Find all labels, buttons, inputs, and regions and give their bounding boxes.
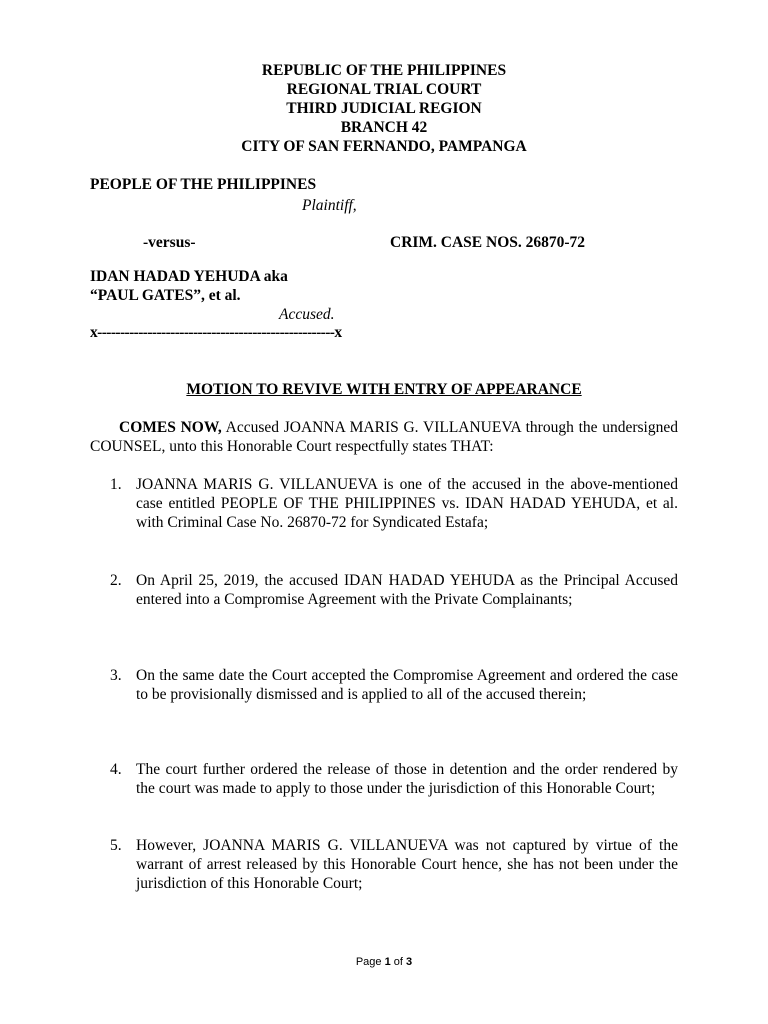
- header-city: CITY OF SAN FERNANDO, PAMPANGA: [241, 138, 527, 155]
- item-text: JOANNA MARIS G. VILLANUEVA is one of the accused in the above-mentioned case entitled PEOPLE OF THE PHILIPPINES vs. IDAN HADAD YEHUDA, et al. with Criminal Case No. 26870-72 for Syndicated Estafa;: [136, 476, 678, 531]
- item-text: The court further ordered the release of those in detention and the order rendered by the court was made to apply to those under the jurisdiction of this Honorable Court;: [136, 761, 678, 797]
- page-footer: [0, 956, 768, 968]
- plaintiff-role: Plaintiff,: [302, 197, 357, 214]
- item-number: 1.: [110, 476, 122, 493]
- footer-of-word: of: [393, 956, 403, 968]
- list-item: [110, 760, 678, 798]
- header-branch: BRANCH 42: [340, 119, 428, 136]
- document-title: MOTION TO REVIVE WITH ENTRY OF APPEARANCE: [186, 381, 582, 398]
- list-item: [110, 475, 678, 532]
- plaintiff-name: PEOPLE OF THE PHILIPPINES: [90, 176, 317, 193]
- item-number: 2.: [110, 572, 122, 589]
- footer-total-pages: 3: [406, 956, 413, 968]
- list-item: [110, 571, 678, 609]
- accused-name-line2: “PAUL GATES”, et al.: [90, 287, 241, 304]
- header-republic: REPUBLIC OF THE PHILIPPINES: [261, 62, 507, 79]
- accused-name-line1: IDAN HADAD YEHUDA aka: [90, 268, 288, 285]
- intro-text: Accused JOANNA MARIS G. VILLANUEVA through the undersigned COUNSEL, unto this Honorable Court respectfully states THAT:: [90, 419, 678, 455]
- list-item: [110, 836, 678, 893]
- header-court: REGIONAL TRIAL COURT: [286, 81, 482, 98]
- item-number: 3.: [110, 667, 122, 684]
- item-number: 4.: [110, 761, 122, 778]
- item-number: 5.: [110, 837, 122, 854]
- list-item: [110, 666, 678, 704]
- accused-role: Accused.: [279, 306, 335, 323]
- item-text: On the same date the Court accepted the Compromise Agreement and ordered the case to be provisionally dismissed and is applied to all of the accused therein;: [136, 667, 678, 703]
- item-text: On April 25, 2019, the accused IDAN HADAD YEHUDA as the Principal Accused entered into a Compromise Agreement with the Private Complainants;: [136, 572, 678, 608]
- caption-separator: x----------------------------------------------------x: [90, 324, 342, 341]
- case-number: CRIM. CASE NOS. 26870-72: [390, 234, 586, 251]
- intro-lead: COMES NOW,: [119, 419, 222, 436]
- header-region: THIRD JUDICIAL REGION: [286, 100, 482, 117]
- footer-page-word: Page: [355, 956, 382, 968]
- footer-current-page: 1: [384, 956, 391, 968]
- item-text: However, JOANNA MARIS G. VILLANUEVA was not captured by virtue of the warrant of arrest released by this Honorable Court hence, she has not been under the jurisdiction of this Honorable Court;: [136, 837, 678, 892]
- versus-label: -versus-: [143, 234, 196, 251]
- intro-paragraph: [90, 418, 678, 456]
